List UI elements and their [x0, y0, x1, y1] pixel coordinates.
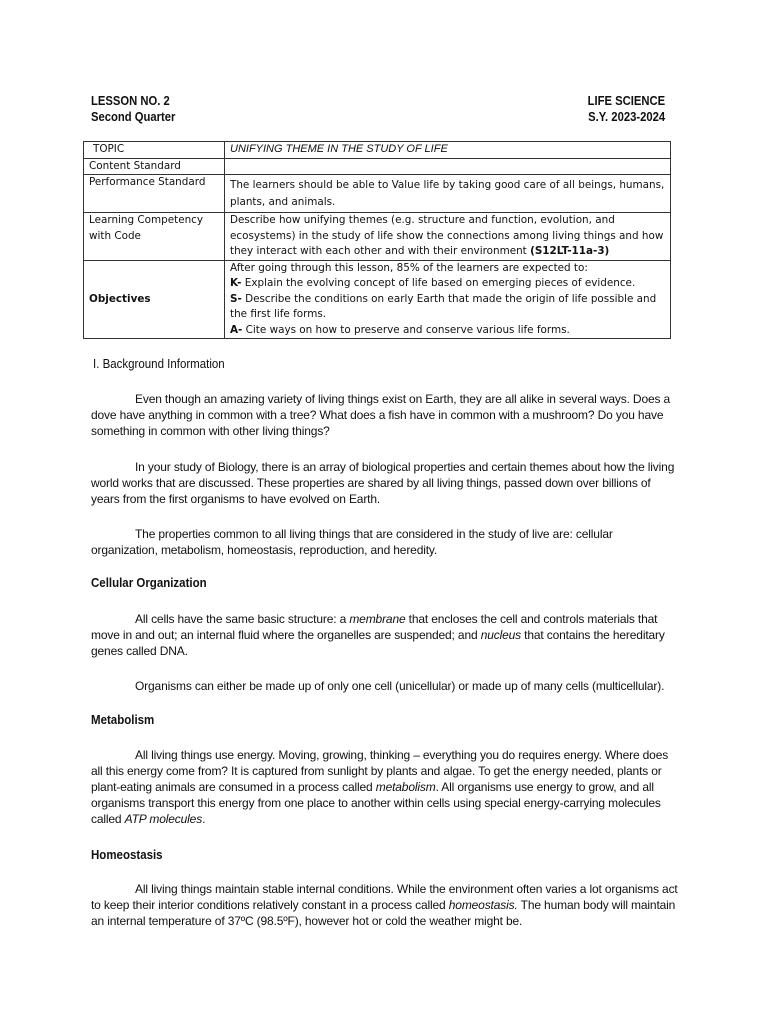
lesson-number: LESSON NO. 2 [91, 94, 170, 108]
school-year-label: S.Y. 2023-2024 [588, 110, 665, 124]
competency-label: Learning Competency with Code [84, 213, 225, 261]
quarter-label: Second Quarter [91, 110, 176, 124]
competency-code: (S12LT-11a-3) [530, 245, 610, 257]
objectives-label: Objectives [84, 260, 225, 339]
lesson-header-left [91, 93, 175, 125]
content-standard-row [84, 158, 671, 175]
lesson-info-table [83, 141, 671, 339]
objectives-value [225, 260, 671, 339]
objective-item: A- Cite ways on how to preserve and conserve various life forms. [230, 323, 570, 336]
lesson-header-right [587, 93, 665, 125]
competency-value: Describe how unifying themes (e.g. structure and function, evolution, and ecosystems) in the study of life show the connections among living things and how they interact with each other and with their environment (S12LT-11a-3) [225, 213, 671, 261]
performance-standard-value: The learners should be able to Value life by taking good care of all beings, humans, plants, and animals. [225, 175, 671, 213]
cellular-paragraph-2: Organisms can either be made up of only one cell (unicellular) or made up of many cells (multicellular). [135, 679, 665, 693]
objective-item: S- Describe the conditions on early Earth that made the origin of life possible and the first life forms. [230, 292, 657, 320]
topic-row [84, 142, 671, 159]
objectives-intro: After going through this lesson, 85% of the learners are expected to: [230, 261, 588, 274]
cellular-paragraph-1: All cells have the same basic structure: a membrane that encloses the cell and controls materials that move in and out; an internal fluid where the organelles are suspended; and nucleus that contains the hereditary genes called DNA. [91, 612, 665, 658]
subject-label: LIFE SCIENCE [587, 94, 665, 108]
content-standard-value [225, 158, 671, 175]
competency-row [84, 213, 671, 261]
metabolism-heading: Metabolism [91, 713, 155, 727]
cellular-organization-heading: Cellular Organization [91, 576, 207, 590]
topic-label: TOPIC [84, 142, 225, 159]
homeostasis-paragraph: All living things maintain stable internal conditions. While the environment often varies a lot organisms act to keep their interior conditions relatively constant in a process called homeostasis. The human body will maintain an internal temperature of 37ºC (98.5ºF), however hot or cold the weather might be. [91, 882, 678, 928]
performance-standard-label: Performance Standard [84, 175, 225, 213]
performance-standard-row [84, 175, 671, 213]
topic-value: UNIFYING THEME IN THE STUDY OF LIFE [225, 142, 671, 159]
metabolism-paragraph: All living things use energy. Moving, growing, thinking – everything you do requires energy. Where does all this energy come from? It is captured from sunlight by plants and algae. To get the energy needed, plants or plant-eating animals are consumed in a process called metabolism. All organisms use energy to grow, and all organisms transport this energy from one place to another within cells using special energy-carrying molecules called ATP molecules. [91, 748, 669, 826]
objective-item: K- Explain the evolving concept of life based on emerging pieces of evidence. [230, 277, 636, 289]
background-heading: I. Background Information [93, 357, 225, 371]
background-paragraph-2: In your study of Biology, there is an array of biological properties and certain themes about how the living world works that are discussed. These properties are shared by all living things, passed down over billions of years from the first organisms to have evolved on Earth. [91, 460, 675, 506]
content-standard-label: Content Standard [84, 158, 225, 175]
background-paragraph-1: Even though an amazing variety of living things exist on Earth, they are all alike in several ways. Does a dove have anything in common with a tree? What does a fish have in common with a mushroom? Do you have something in common with other living things? [91, 392, 671, 438]
background-paragraph-3: The properties common to all living things that are considered in the study of live are: cellular organization, metabolism, homeostasis, reproduction, and heredity. [91, 527, 613, 557]
objectives-row [84, 260, 671, 339]
homeostasis-heading: Homeostasis [91, 848, 163, 862]
